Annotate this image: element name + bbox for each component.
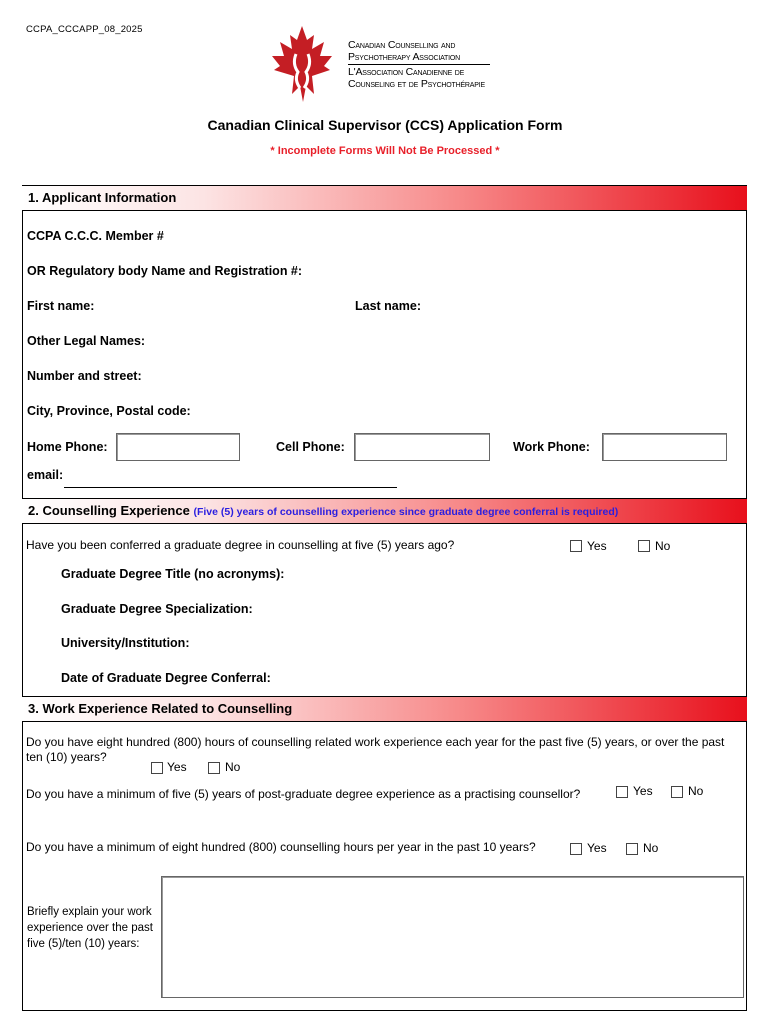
regulatory-body-label: OR Regulatory body Name and Registration #: [27,264,303,278]
city-province-postal-label: City, Province, Postal code: [27,404,191,418]
university-label: University/Institution: [61,636,190,650]
post-graduate-yes-label: Yes [633,784,653,798]
experience-explanation-field[interactable] [161,876,744,998]
email-field[interactable] [64,487,397,488]
work-phone-label: Work Phone: [513,440,590,454]
degree-specialization-label: Graduate Degree Specialization: [61,602,253,616]
ccpa-logo [262,24,502,104]
degree-title-label: Graduate Degree Title (no acronyms): [61,567,285,581]
first-name-label: First name: [27,299,95,313]
graduate-degree-yes-checkbox[interactable] [570,540,582,552]
work-hours-no-label: No [225,760,241,774]
form-title: Canadian Clinical Supervisor (CCS) Application Form [207,117,563,133]
counselling-hours-yes-label: Yes [587,841,607,855]
work-phone-field[interactable] [602,433,727,461]
member-number-label: CCPA C.C.C. Member # [27,229,164,243]
section-2-note: (Five (5) years of counselling experience since graduate degree conferral is required) [193,506,619,518]
work-hours-question: Do you have eight hundred (800) hours of counselling related work experience each year for the past five (5) years, or over the past ten (10) years? [26,735,725,764]
section-3-title: 3. Work Experience Related to Counselling [28,701,293,716]
graduate-degree-no-label: No [655,539,671,553]
org-name-en-1: Canadian Counselling and [348,39,456,51]
post-graduate-yes-checkbox[interactable] [616,786,628,798]
counselling-hours-yes-checkbox[interactable] [570,843,582,855]
document-code: CCPA_CCCAPP_08_2025 [26,24,143,35]
counselling-hours-no-label: No [643,841,659,855]
last-name-label: Last name: [355,299,421,313]
section-3-heading [22,696,747,722]
cell-phone-field[interactable] [354,433,490,461]
logo-divider [348,64,490,65]
counselling-hours-question: Do you have a minimum of eight hundred (800) counselling hours per year in the past 10 years? [26,840,536,854]
maple-leaf-logo-icon [262,24,342,104]
section-2-heading [22,498,747,524]
work-hours-yes-label: Yes [167,760,187,774]
home-phone-field[interactable] [116,433,240,461]
conferral-date-label: Date of Graduate Degree Conferral: [61,671,271,685]
post-graduate-no-checkbox[interactable] [671,786,683,798]
post-graduate-no-label: No [688,784,704,798]
other-legal-names-label: Other Legal Names: [27,334,146,348]
section-1-heading [22,185,747,211]
section-1-title: 1. Applicant Information [28,190,177,205]
email-label: email: [27,468,64,482]
post-graduate-question: Do you have a minimum of five (5) years of post-graduate degree experience as a practising counsellor? [26,787,581,801]
graduate-degree-yes-label: Yes [587,539,607,553]
home-phone-label: Home Phone: [27,440,108,454]
org-name-fr-1: L'Association Canadienne de [348,66,465,78]
org-name-fr-2: Counseling et de Psychothérapie [348,78,485,90]
work-hours-yes-checkbox[interactable] [151,762,163,774]
incomplete-warning: * Incomplete Forms Will Not Be Processed * [270,145,500,157]
cell-phone-label: Cell Phone: [276,440,345,454]
street-label: Number and street: [27,369,142,383]
work-hours-no-checkbox[interactable] [208,762,220,774]
section-2-title: 2. Counselling Experience [28,503,190,518]
org-name-en-2: Psychotherapy Association [348,51,460,63]
graduate-degree-question: Have you been conferred a graduate degree in counselling at five (5) years ago? [26,538,455,552]
graduate-degree-no-checkbox[interactable] [638,540,650,552]
counselling-hours-no-checkbox[interactable] [626,843,638,855]
explain-experience-label: Briefly explain your work experience over the past five (5)/ten (10) years: [27,906,153,950]
